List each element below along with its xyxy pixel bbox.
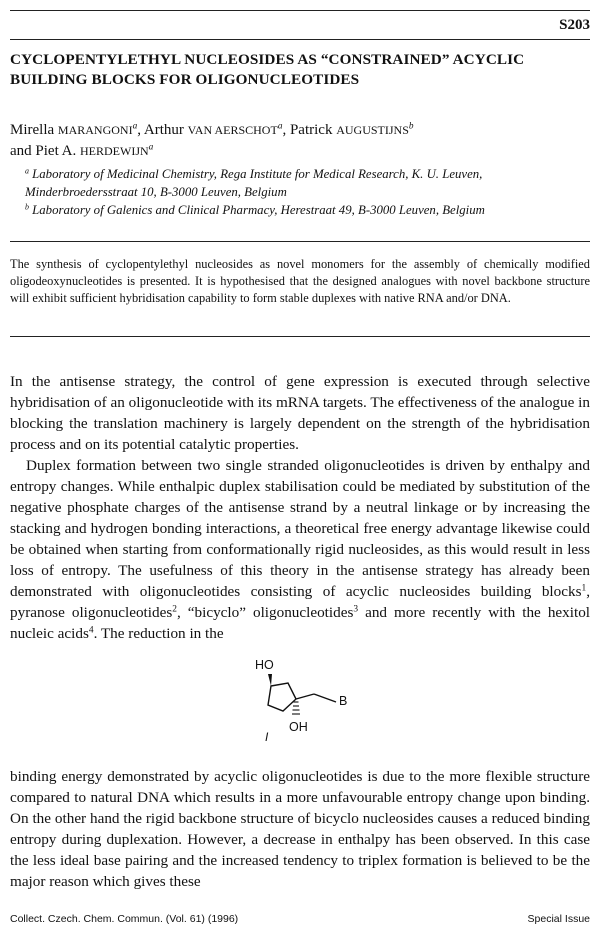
author-list xyxy=(10,120,590,162)
affiliation-b xyxy=(25,201,585,219)
paragraph-text: and more recently with the hexitol nucleic acids xyxy=(10,604,591,642)
reference-mark: 3 xyxy=(353,604,359,615)
affiliation-mark: b xyxy=(25,202,29,212)
footer-journal: Collect. Czech. Chem. Commun. (Vol. 61) (1996) xyxy=(10,913,239,925)
header-rule xyxy=(10,10,590,11)
reference-mark: 2 xyxy=(172,604,177,615)
compound-label: I xyxy=(265,730,269,744)
affiliation-text: Minderbroedersstraat 10, B-3000 Leuven, Belgium xyxy=(25,185,287,199)
reference-mark: 4 xyxy=(88,625,94,636)
cyclopentane-ring xyxy=(268,683,336,711)
author-last-name: VAN AERSCHOT xyxy=(187,123,278,137)
author-separator: , xyxy=(137,122,144,138)
author-last-name: AUGUSTIJNS xyxy=(336,123,409,137)
header-rule-lower xyxy=(10,39,590,40)
author-last-name: HERDEWIJN xyxy=(80,144,149,158)
abstract-rule-bottom xyxy=(10,336,590,337)
affiliation-mark: b xyxy=(408,121,414,132)
wedge-bond xyxy=(268,674,272,686)
paragraph-text: , pyranose oligonucleotides xyxy=(10,583,590,621)
affiliation-mark: a xyxy=(132,121,138,132)
affiliation-mark: a xyxy=(148,142,154,153)
affiliation-mark: a xyxy=(277,121,283,132)
affiliation-text: Laboratory of Medicinal Chemistry, Rega Institute for Medical Research, K. U. Leuven, xyxy=(32,167,483,181)
body-paragraph: binding energy demonstrated by acyclic oligonucleotides is due to the more flexible structure compared to natural DNA which results in a more unfavourable entropy change upon binding. On the other hand the rigid backbone structure of bicyclo nucleosides causes a reduced binding entropy during duplexation. However, a decrease in enthalpy has been observed. In this case the less ideal base pairing and the increased tendency to triplex formation is believed to be the major reason which gives these xyxy=(10,768,590,890)
footer-issue: Special Issue xyxy=(527,913,590,925)
paper-title: CYCLOPENTYLETHYL NUCLEOSIDES AS “CONSTRAINED” ACYCLIC BUILDING BLOCKS FOR OLIGONUCLEOTIDES xyxy=(10,51,525,88)
reference-mark: 1 xyxy=(581,583,587,594)
body-paragraph: In the antisense strategy, the control of gene expression is executed through selective hybridisation of an oligonucleotide with its mRNA targets. The effectiveness of the analogue in blocking the translation machinery is largely dependent on the strength of the hybridisation process and on its potential catalytic properties. xyxy=(10,373,590,453)
author-first-name: Patrick xyxy=(289,122,337,138)
author-separator: , xyxy=(282,122,290,138)
abstract: The synthesis of cyclopentylethyl nucleosides as novel monomers for the assembly of chemically modified oligodeoxynucleotides is presented. It is hypothesised that the designed analogues with novel backbone structure will exhibit sufficient hybridisation capability to form stable duplexes with native RNA and/or DNA. xyxy=(10,257,590,305)
author-conjunction: and xyxy=(10,143,36,159)
author-first-name: Mirella xyxy=(10,122,58,138)
page-number: S203 xyxy=(559,17,590,33)
author-last-name: MARANGONI xyxy=(57,123,133,137)
author-first-name: Piet A. xyxy=(35,143,81,159)
structure-b-label: B xyxy=(339,694,348,708)
chemical-structure xyxy=(240,650,370,750)
paragraph-text: , “bicyclo” oligonucleotides xyxy=(176,604,354,621)
paragraph-text: . The reduction in the xyxy=(93,625,224,642)
affiliation-a xyxy=(25,165,585,201)
structure-oh-label: OH xyxy=(289,720,308,734)
paragraph-text: Duplex formation between two single stranded oligonucleotides is driven by enthalpy and entropy changes. While enthalpic duplex stabilisation could be mediated by substitution of the negative phosphate charges of the antisense strand by a neutral linkage or by increasing the stacking and hydrogen bonding interactions, a theoretical free energy advantage likewise could be obtained when starting from conformationally rigid nucleosides, as this would result in less loss of entropy. The usefulness of this theory in the antisense strategy has already been demonstrated with oligonucleotides consisting of acyclic nucleosides building blocks xyxy=(10,457,590,600)
abstract-rule-top xyxy=(10,241,590,242)
body-paragraph xyxy=(10,455,590,644)
hashed-bond xyxy=(292,702,300,714)
affiliation-mark: a xyxy=(25,166,29,176)
affiliation-text: Laboratory of Galenics and Clinical Pharmacy, Herestraat 49, B-3000 Leuven, Belgium xyxy=(32,203,485,217)
structure-ho-label: HO xyxy=(255,658,274,672)
author-first-name: Arthur xyxy=(143,122,188,138)
